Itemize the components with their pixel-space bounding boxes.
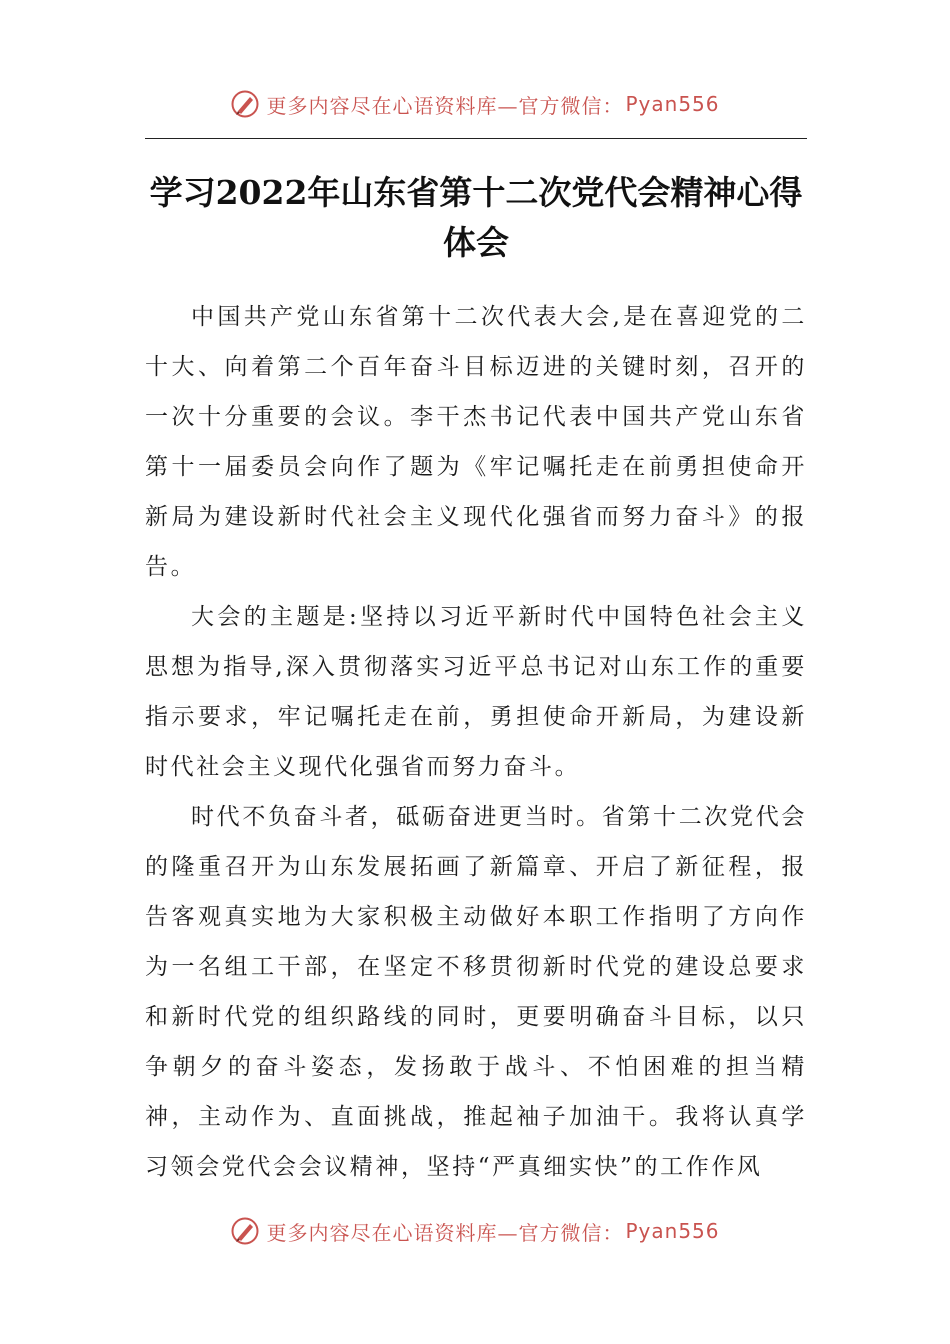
paragraph-1: 中国共产党山东省第十二次代表大会,是在喜迎党的二十大、向着第二个百年奋斗目标迈进的关键时刻，召开的一次十分重要的会议。李干杰书记代表中国共产党山东省第十一届委员会向作了题为《牢记嘱托走在前勇担使命开新局为建设新时代社会主义现代化强省而努力奋斗》的报告。 [145, 304, 807, 580]
document-title: 学习2022年山东省第十二次党代会精神心得体会 [149, 173, 803, 262]
document-body [145, 292, 807, 1192]
paragraph-2: 大会的主题是:坚持以习近平新时代中国特色社会主义思想为指导,深入贯彻落实习近平总书记对山东工作的重要指示要求，牢记嘱托走在前，勇担使命开新局，为建设新时代社会主义现代化强省而努力奋斗。 [145, 604, 807, 780]
header-rule [145, 138, 807, 139]
watermark-header [0, 84, 950, 124]
watermark-text: 更多内容尽在心语资料库—官方微信： [266, 1220, 624, 1245]
watermark-text: 更多内容尽在心语资料库—官方微信： [266, 93, 624, 118]
watermark-wechat-id: Pyan556 [625, 92, 720, 116]
pen-logo-icon [230, 89, 260, 119]
pen-logo-icon [230, 1216, 260, 1246]
watermark-wechat-id: Pyan556 [625, 1219, 720, 1243]
watermark-footer [0, 1211, 950, 1251]
paragraph-3: 时代不负奋斗者，砥砺奋进更当时。省第十二次党代会的隆重召开为山东发展拓画了新篇章、开启了新征程，报告客观真实地为大家积极主动做好本职工作指明了方向作为一名组工干部，在坚定不移贯彻新时代党的建设总要求和新时代党的组织路线的同时，更要明确奋斗目标，以只争朝夕的奋斗姿态，发扬敢于战斗、不怕困难的担当精神，主动作为、直面挑战，推起袖子加油干。我将认真学习领会党代会会议精神，坚持“严真细实快”的工作作风 [145, 804, 807, 1180]
